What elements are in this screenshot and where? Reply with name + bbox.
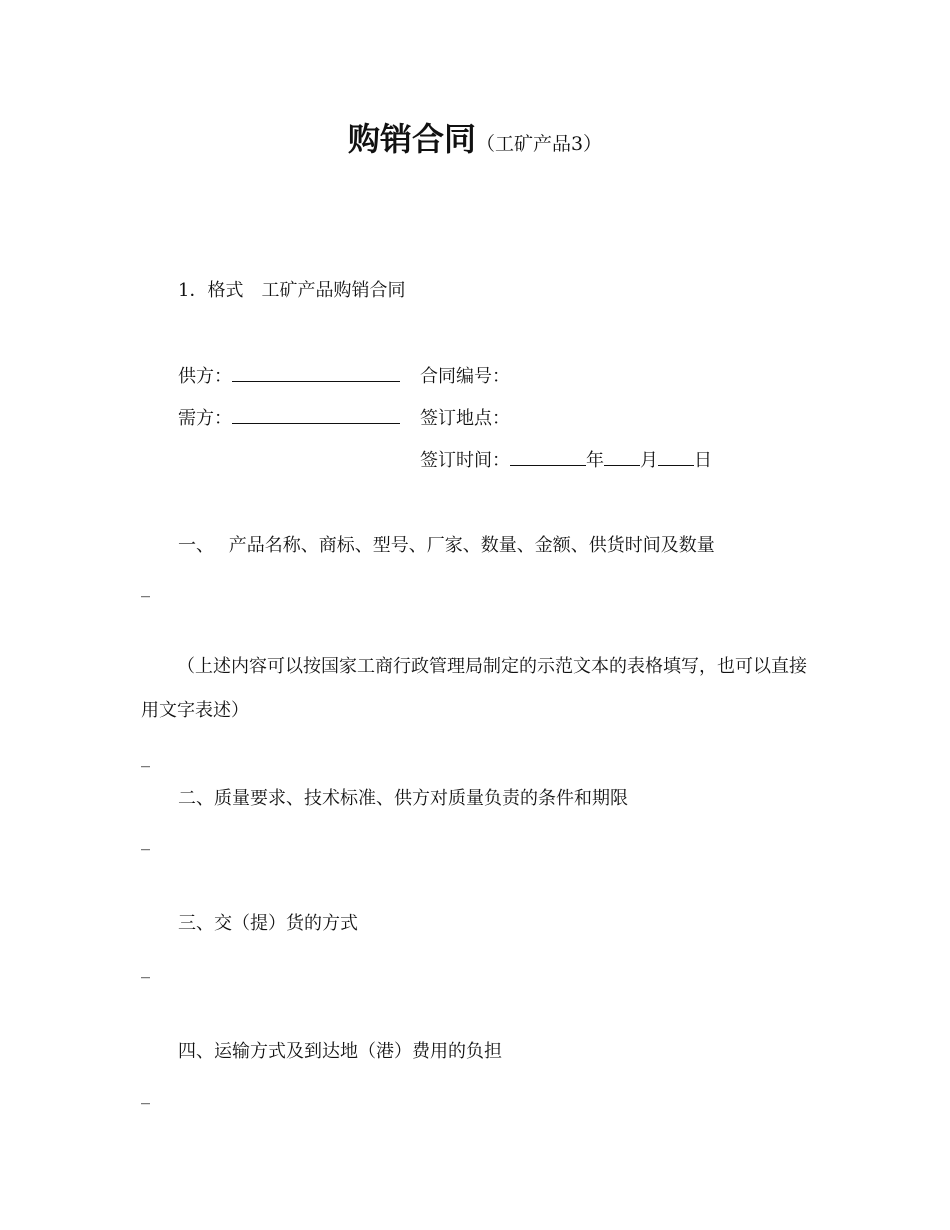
blank-line-marker: _ (141, 958, 150, 979)
blank-line-marker: _ (141, 1084, 150, 1105)
buyer-field (178, 404, 400, 430)
note-paragraph: （上述内容可以按国家工商行政管理局制定的示范文本的表格填写，也可以直接用文字表述） (141, 656, 807, 721)
supplier-field (178, 362, 400, 388)
year-blank[interactable] (510, 448, 586, 466)
buyer-blank[interactable] (232, 406, 400, 424)
section-4-heading: 四、运输方式及到达地（港）费用的负担 (178, 1041, 502, 1062)
sign-time-field (420, 446, 712, 472)
blank-line-marker: _ (141, 830, 150, 851)
supplier-label: 供方： (178, 366, 232, 387)
section-3-heading: 三、交（提）货的方式 (178, 913, 358, 934)
format-line: 1．格式 工矿产品购销合同 (178, 280, 406, 301)
document-title (0, 114, 950, 160)
title-subtitle: （工矿产品3） (475, 133, 603, 155)
day-label: 日 (694, 450, 712, 471)
title-main: 购销合同 (347, 120, 476, 158)
blank-line-marker: _ (141, 747, 150, 768)
sign-place-label: 签订地点： (420, 408, 510, 429)
month-blank[interactable] (604, 448, 640, 466)
contract-no-label: 合同编号： (420, 366, 510, 387)
sign-time-label: 签订时间： (420, 450, 510, 471)
month-label: 月 (640, 450, 658, 471)
supplier-blank[interactable] (232, 364, 400, 382)
blank-line-marker: _ (141, 577, 150, 598)
buyer-label: 需方： (178, 408, 232, 429)
year-label: 年 (586, 450, 604, 471)
section-1-heading: 一、 产品名称、商标、型号、厂家、数量、金额、供货时间及数量 (178, 535, 715, 556)
day-blank[interactable] (658, 448, 694, 466)
section-2-heading: 二、质量要求、技术标准、供方对质量负责的条件和期限 (178, 788, 628, 809)
